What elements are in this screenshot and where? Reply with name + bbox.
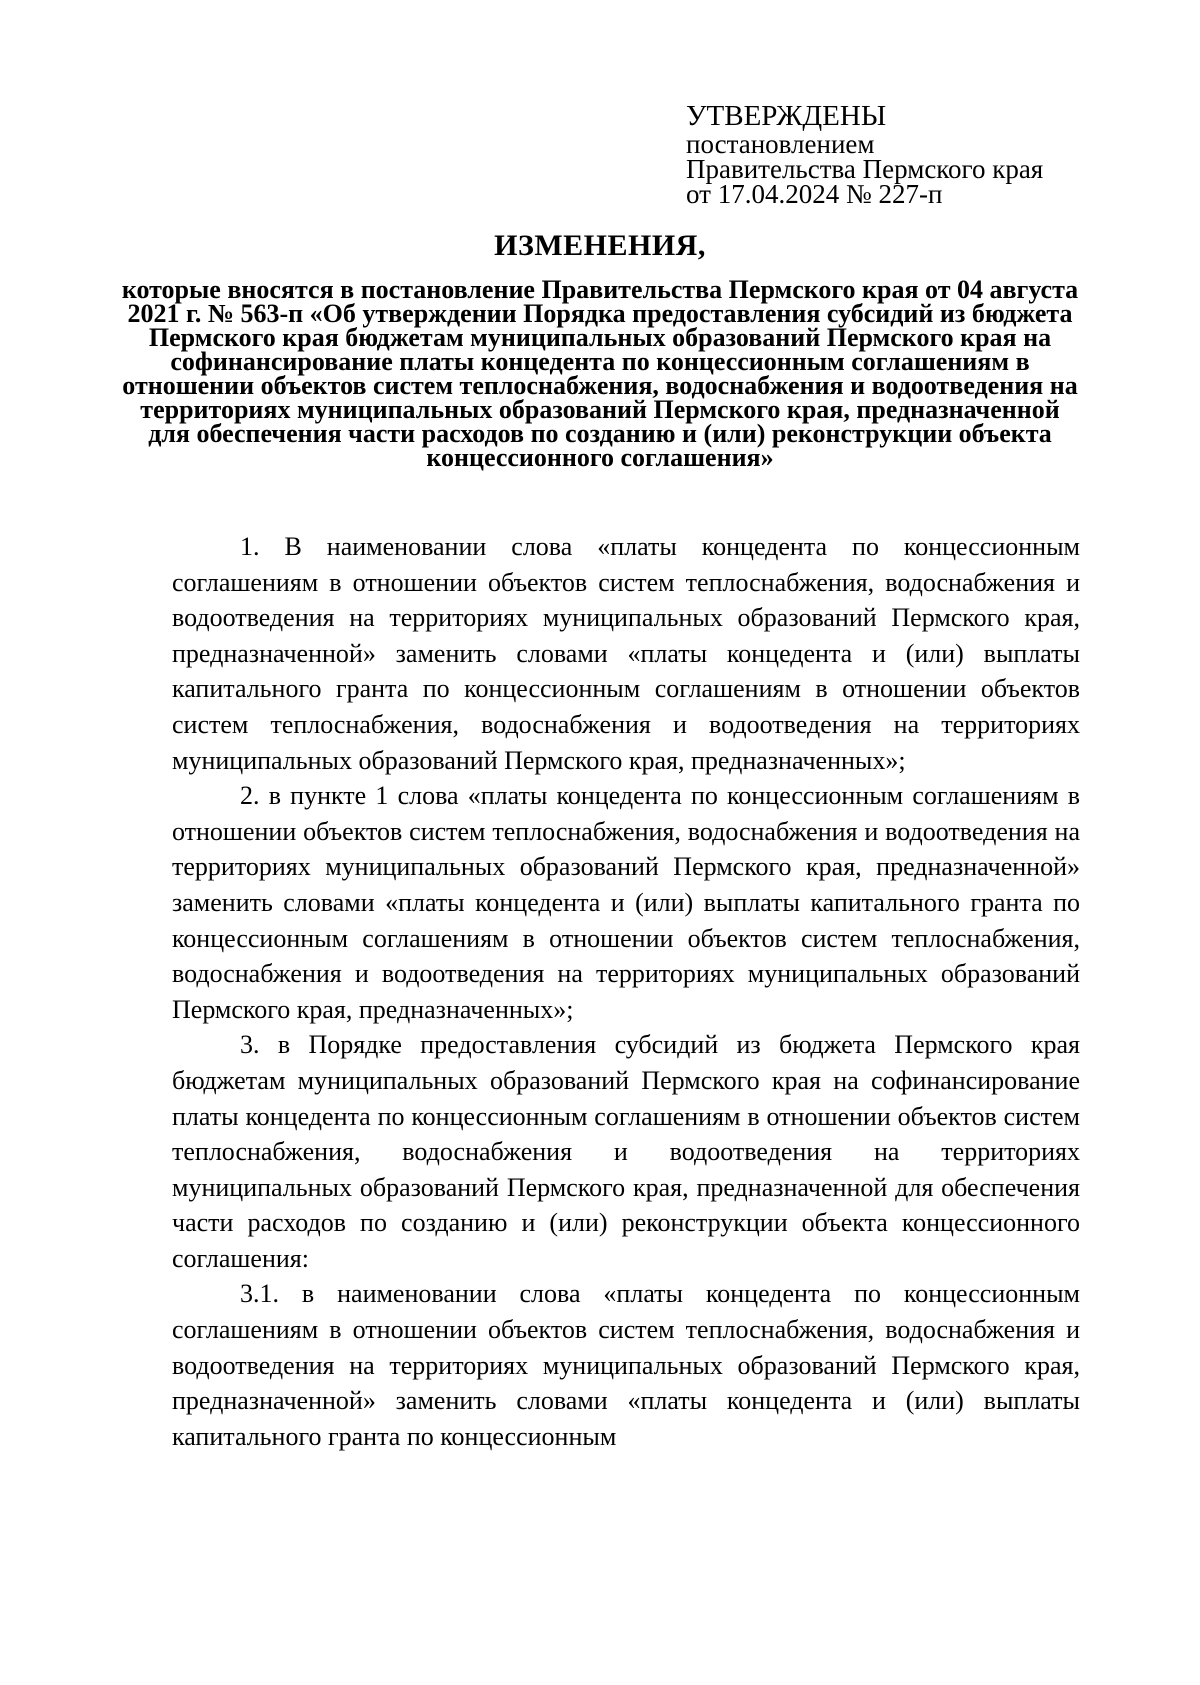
document-title-block <box>120 228 1080 470</box>
approval-stamp <box>686 100 1126 207</box>
paragraph-2: 2. в пункте 1 слова «платы концедента по концессионным соглашениям в отношении объектов систем теплоснабжения, водоснабжения и водоотведения на территориях муниципальных образований Пермского края, предназначенной» заменить словами «платы концедента и (или) выплаты капитального гранта по концессионным соглашениям в отношении объектов систем теплоснабжения, водоснабжения и водоотведения на территориях муниципальных образований Пермского края, предназначенных»; <box>172 781 1080 1024</box>
approval-heading: УТВЕРЖДЕНЫ <box>686 100 887 132</box>
paragraph-3: 3. в Порядке предоставления субсидий из бюджета Пермского края бюджетам муниципальных образований Пермского края на софинансирование платы концедента по концессионным соглашениям в отношении объектов систем теплоснабжения, водоснабжения и водоотведения на территориях муниципальных образований Пермского края, предназначенной для обеспечения части расходов по созданию и (или) реконструкции объекта концессионного соглашения: <box>172 1030 1080 1273</box>
paragraph-1: 1. В наименовании слова «платы концедента по концессионным соглашениям в отношении объектов систем теплоснабжения, водоснабжения и водоотведения на территориях муниципальных образований Пермского края, предназначенной» заменить словами «платы концедента и (или) выплаты капитального гранта по концессионным соглашениям в отношении объектов систем теплоснабжения, водоснабжения и водоотведения на территориях муниципальных образований Пермского края, предназначенных»; <box>172 532 1080 775</box>
document-body <box>172 529 1080 1454</box>
document-title: ИЗМЕНЕНИЯ, <box>494 229 706 262</box>
paragraph-3-1: 3.1. в наименовании слова «платы концедента по концессионным соглашениям в отношении объектов систем теплоснабжения, водоснабжения и водоотведения на территориях муниципальных образований Пермского края, предназначенной» заменить словами «платы концедента и (или) выплаты капитального гранта по концессионным <box>172 1279 1080 1451</box>
approval-line-date-number: от 17.04.2024 № 227-п <box>686 179 943 209</box>
approval-line-resolution: постановлением <box>686 129 875 159</box>
document-subtitle: которые вносятся в постановление Правительства Пермского края от 04 августа 2021 г. № 563-п «Об утверждении Порядка предоставления субсидий из бюджета Пермского края бюджетам муниципальных образований Пермского края на софинансирование платы концедента по концессионным соглашениям в отношении объектов систем теплоснабжения, водоснабжения и водоотведения на территориях муниципальных образований Пермского края, предназначенной для обеспечения части расходов по созданию и (или) реконструкции объекта концессионного соглашения» <box>121 275 1079 472</box>
approval-line-government: Правительства Пермского края <box>686 154 1044 184</box>
